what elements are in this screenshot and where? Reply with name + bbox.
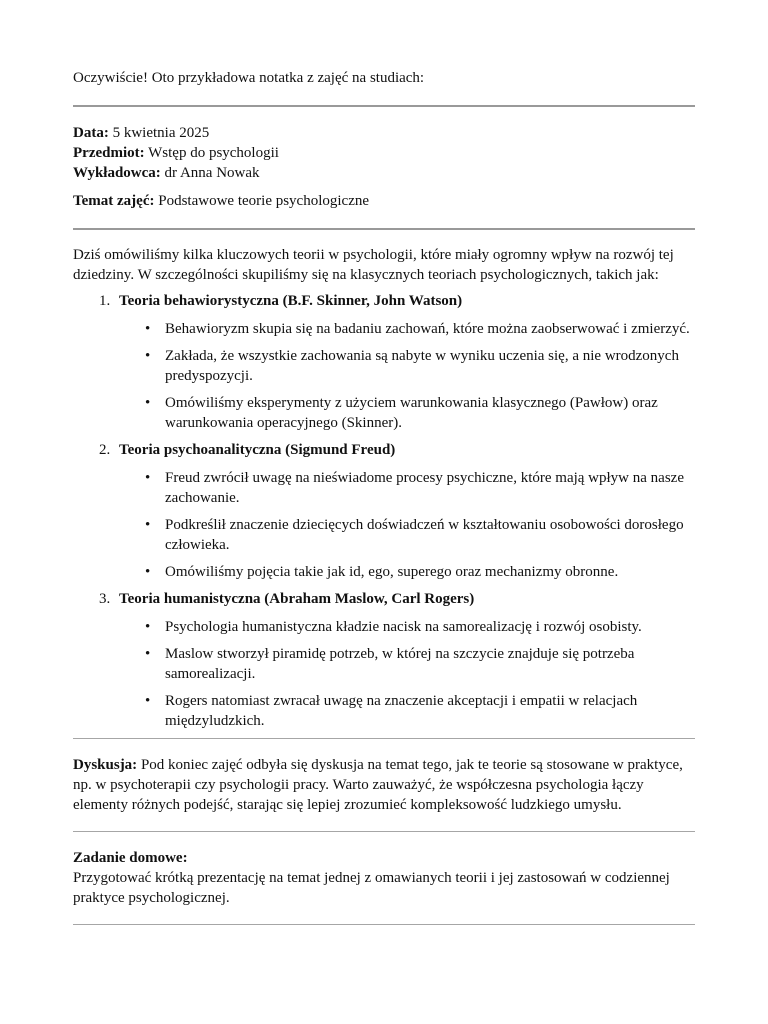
list-item bbox=[73, 562, 695, 582]
date-line bbox=[73, 123, 695, 143]
theory-number: 2. bbox=[99, 442, 111, 458]
homework-section bbox=[73, 848, 695, 908]
bullet-icon: • bbox=[145, 646, 151, 662]
topic-label: Temat zajęć: bbox=[73, 193, 155, 209]
point-text: Freud zwrócił uwagę na nieświadome procesy psychiczne, które mają wpływ na nasze zachowanie. bbox=[165, 470, 684, 506]
divider bbox=[73, 831, 695, 832]
list-item bbox=[73, 691, 695, 731]
divider bbox=[73, 228, 695, 230]
homework-text: Przygotować krótką prezentację na temat jednej z omawianych teorii i jej zastosowań w codziennej praktyce psychologicznej. bbox=[73, 870, 670, 906]
list-item bbox=[73, 644, 695, 684]
theory-title: Teoria behawiorystyczna (B.F. Skinner, John Watson) bbox=[119, 293, 463, 309]
body-intro-paragraph: Dziś omówiliśmy kilka kluczowych teorii w psychologii, które miały ogromny wpływ na rozwój tej dziedziny. W szczególności skupiliśmy się na klasycznych teoriach psychologicznych, takich jak: bbox=[73, 247, 674, 283]
theory-points bbox=[119, 617, 695, 731]
list-item bbox=[73, 617, 695, 637]
meta-block bbox=[73, 123, 695, 211]
theory-item bbox=[73, 440, 695, 582]
bullet-icon: • bbox=[145, 470, 151, 486]
divider bbox=[73, 924, 695, 925]
divider bbox=[73, 105, 695, 107]
topic-value: Podstawowe teorie psychologiczne bbox=[154, 193, 370, 209]
list-item bbox=[73, 319, 695, 339]
point-text: Podkreślił znaczenie dziecięcych doświadczeń w kształtowaniu osobowości dorosłego człowieka. bbox=[165, 517, 684, 553]
list-item bbox=[73, 346, 695, 386]
lecturer-line bbox=[73, 163, 695, 183]
point-text: Psychologia humanistyczna kładzie nacisk na samorealizację i rozwój osobisty. bbox=[165, 619, 642, 635]
bullet-icon: • bbox=[145, 517, 151, 533]
date-label: Data: bbox=[73, 125, 109, 141]
date-value: 5 kwietnia 2025 bbox=[108, 125, 210, 141]
bullet-icon: • bbox=[145, 693, 151, 709]
point-text: Omówiliśmy pojęcia takie jak id, ego, superego oraz mechanizmy obronne. bbox=[165, 564, 619, 580]
theory-item bbox=[73, 589, 695, 731]
theory-points bbox=[119, 468, 695, 582]
bullet-icon: • bbox=[145, 619, 151, 635]
list-item bbox=[73, 468, 695, 508]
point-text: Zakłada, że wszystkie zachowania są nabyte w wyniku uczenia się, a nie wrodzonych predyspozycji. bbox=[165, 348, 679, 384]
topic-line bbox=[73, 191, 695, 211]
discussion-paragraph bbox=[73, 755, 695, 815]
bullet-icon: • bbox=[145, 395, 151, 411]
divider bbox=[73, 738, 695, 739]
point-text: Maslow stworzył piramidę potrzeb, w której na szczycie znajduje się potrzeba samorealizacji. bbox=[165, 646, 635, 682]
theory-points bbox=[119, 319, 695, 433]
lecturer-value: dr Anna Nowak bbox=[160, 165, 260, 181]
bullet-icon: • bbox=[145, 348, 151, 364]
note-content bbox=[73, 68, 695, 925]
point-text: Omówiliśmy eksperymenty z użyciem warunkowania klasycznego (Pawłow) oraz warunkowania operacyjnego (Skinner). bbox=[165, 395, 658, 431]
subject-line bbox=[73, 143, 695, 163]
point-text: Behawioryzm skupia się na badaniu zachowań, które można zaobserwować i zmierzyć. bbox=[165, 321, 690, 337]
list-item bbox=[73, 515, 695, 555]
theory-title: Teoria psychoanalityczna (Sigmund Freud) bbox=[119, 442, 396, 458]
subject-label: Przedmiot: bbox=[73, 145, 145, 161]
lecturer-label: Wykładowca: bbox=[73, 165, 161, 181]
bullet-icon: • bbox=[145, 564, 151, 580]
theory-number: 1. bbox=[99, 293, 111, 309]
discussion-label: Dyskusja: bbox=[73, 757, 138, 773]
subject-value: Wstęp do psychologii bbox=[144, 145, 279, 161]
bullet-icon: • bbox=[145, 321, 151, 337]
point-text: Rogers natomiast zwracał uwagę na znaczenie akceptacji i empatii w relacjach międzyludzkich. bbox=[165, 693, 638, 729]
list-item bbox=[73, 393, 695, 433]
theory-item bbox=[73, 291, 695, 433]
theory-number: 3. bbox=[99, 591, 111, 607]
discussion-text: Pod koniec zajęć odbyła się dyskusja na temat tego, jak te teorie są stosowane w praktyce, np. w psychoterapii czy psychologii pracy. Warto zauważyć, że współczesna psychologia łączy elementy różnych podejść, starając się lepiej zrozumieć kompleksowość ludzkiego umysłu. bbox=[73, 757, 683, 813]
homework-label: Zadanie domowe: bbox=[73, 850, 188, 866]
theories-list bbox=[73, 291, 695, 731]
intro-line: Oczywiście! Oto przykładowa notatka z zajęć na studiach: bbox=[73, 70, 425, 86]
theory-title: Teoria humanistyczna (Abraham Maslow, Carl Rogers) bbox=[119, 591, 475, 607]
